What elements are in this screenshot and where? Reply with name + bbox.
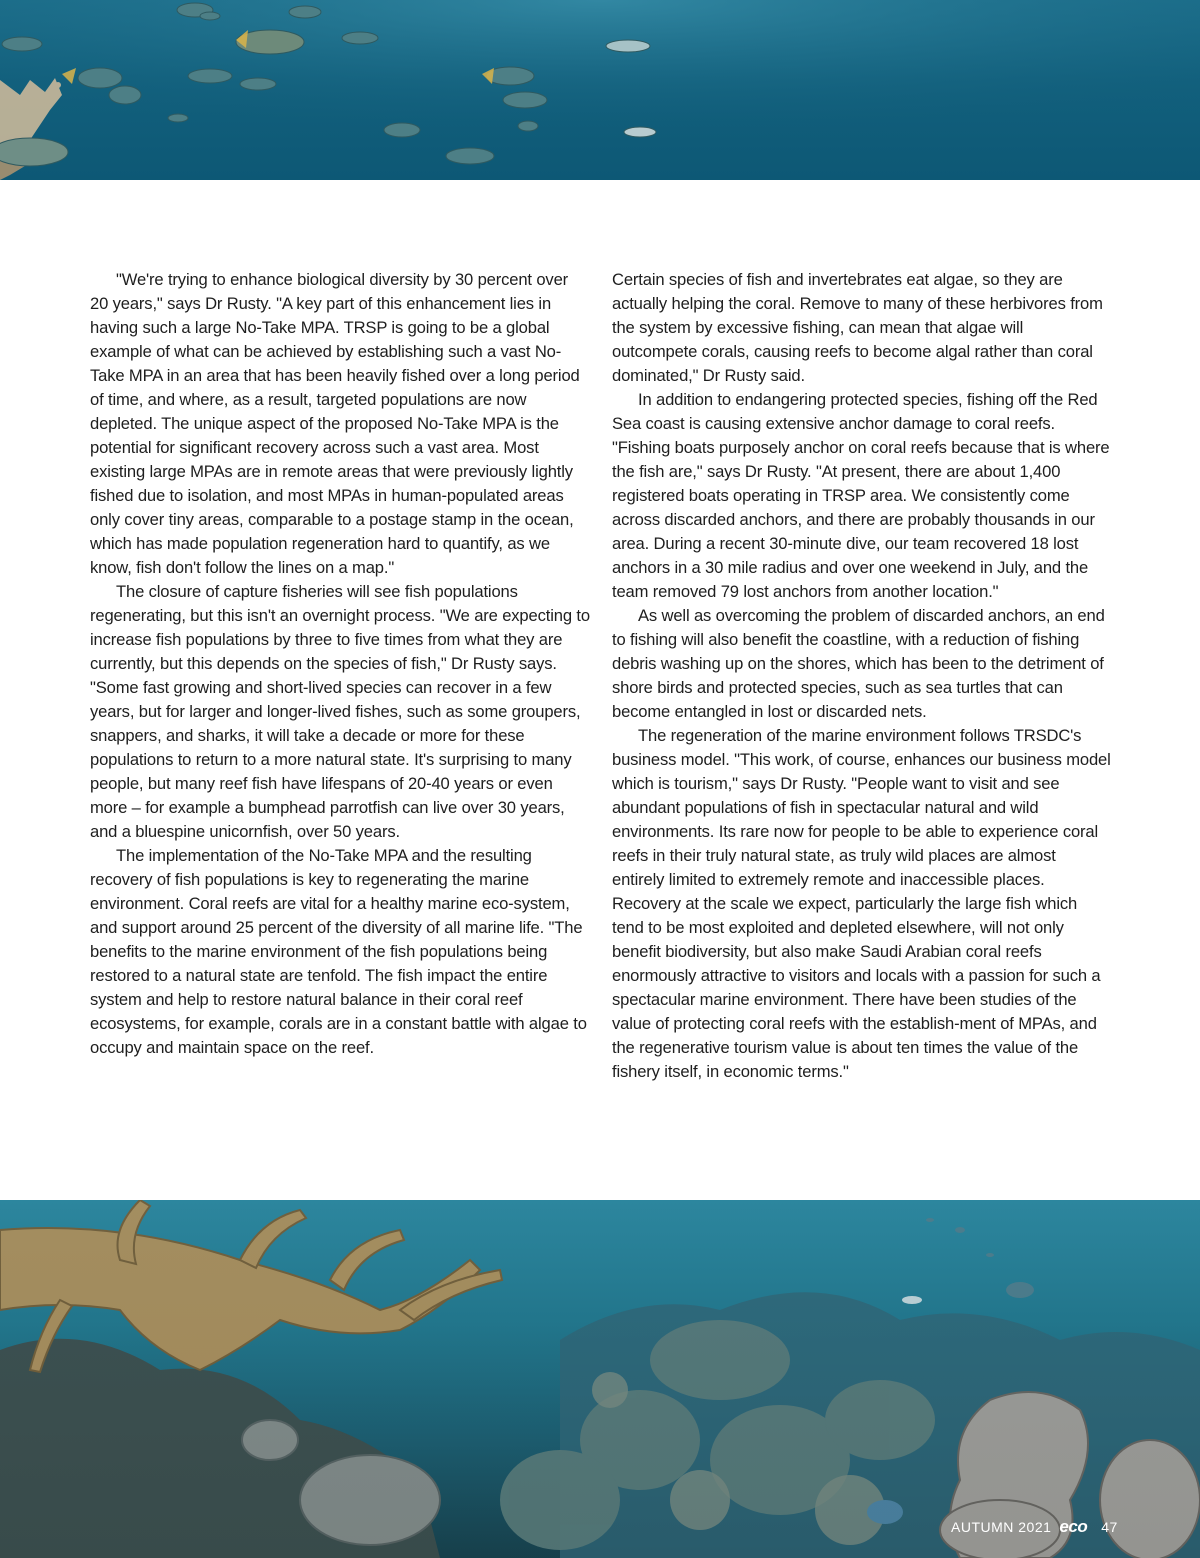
- article-left-column: [90, 268, 590, 1060]
- top-photo: [0, 0, 1200, 180]
- paragraph: Certain species of fish and invertebrates eat algae, so they are actually helping the coral. Remove to many of these herbivores from the system by excessive fishing, can mean that algae will outcompete corals, causing reefs to become algal rather than coral dominated," Dr Rusty said.: [612, 270, 1103, 385]
- issue-label: AUTUMN 2021: [951, 1519, 1052, 1535]
- fish-school-illustration: [0, 0, 1200, 180]
- page-number: 47: [1101, 1519, 1118, 1535]
- page-footer: [951, 1516, 1118, 1538]
- paragraph: In addition to endangering protected species, fishing off the Red Sea coast is causing extensive anchor damage to coral reefs. "Fishing boats purposely anchor on coral reefs because that is where the fish are," says Dr Rusty. "At present, there are about 1,400 registered boats operating in TRSP area. We consistently come across discarded anchors, and there are probably thousands in our area. During a recent 30-minute dive, our team recovered 18 lost anchors in a 30 mile radius and over one weekend in July, and the team removed 79 lost anchors from another location.": [612, 390, 1110, 601]
- paragraph: "We're trying to enhance biological diversity by 30 percent over 20 years," says Dr Rusty. "A key part of this enhancement lies in having such a large No-Take MPA. TRSP is going to be a global example of what can be achieved by establishing such a vast No-Take MPA in an area that has been heavily fished over a long period of time, and where, as a result, targeted populations are now depleted. The unique aspect of the proposed No-Take MPA is the potential for significant recovery across such a vast area. Most existing large MPAs are in remote areas that were previously lightly fished due to isolation, and most MPAs in human-populated areas only cover tiny areas, comparable to a postage stamp in the ocean, which has made population regeneration hard to quantify, as we know, fish don't follow the lines on a map.": [90, 270, 580, 577]
- paragraph: The regeneration of the marine environment follows TRSDC's business model. "This work, of course, enhances our business model which is tourism," says Dr Rusty. "People want to visit and see abundant populations of fish in spectacular natural and wild environments. Its rare now for people to be able to experience coral reefs in their truly natural state, as truly wild places are almost entirely limited to extremely remote and inaccessible places. Recovery at the scale we expect, particularly the large fish which tend to be most exploited and depleted elsewhere, will not only benefit biodiversity, but also make Saudi Arabian coral reefs enormously attractive to visitors and locals with a passion for such a spectacular marine environment. There have been studies of the value of protecting coral reefs with the establish-ment of MPAs, and the regenerative tourism value is about ten times the value of the fishery itself, in economic terms.": [612, 726, 1111, 1081]
- bottom-photo: [0, 1200, 1200, 1558]
- coral-reef-illustration: [0, 1200, 1200, 1558]
- article-right-column: [612, 268, 1112, 1084]
- paragraph: As well as overcoming the problem of discarded anchors, an end to fishing will also benefit the coastline, with a reduction of fishing debris washing up on the shores, which has been to the detriment of shore birds and protected species, such as sea turtles that can become entangled in lost or discarded nets.: [612, 606, 1105, 721]
- paragraph: The implementation of the No-Take MPA and the resulting recovery of fish populations is key to regenerating the marine environment. Coral reefs are vital for a healthy marine eco-system, and support around 25 percent of the diversity of all marine life. "The benefits to the marine environment of the fish populations being restored to a natural state are tenfold. The fish impact the entire system and help to restore natural balance in their coral reef ecosystems, for example, corals are in a constant battle with algae to occupy and maintain space on the reef.: [90, 846, 587, 1057]
- magazine-logo: eco: [1059, 1517, 1088, 1536]
- paragraph: The closure of capture fisheries will see fish populations regenerating, but this isn't an overnight process. "We are expecting to increase fish populations by three to five times from what they are currently, but this depends on the species of fish," Dr Rusty says. "Some fast growing and short-lived species can recover in a few years, but for larger and longer-lived fishes, such as some groupers, snappers, and sharks, it will take a decade or more for these populations to return to a more natural state. It's surprising to many people, but many reef fish have lifespans of 20-40 years or even more – for example a bumphead parrotfish can live over 30 years, and a bluespine unicornfish, over 50 years.: [90, 582, 590, 841]
